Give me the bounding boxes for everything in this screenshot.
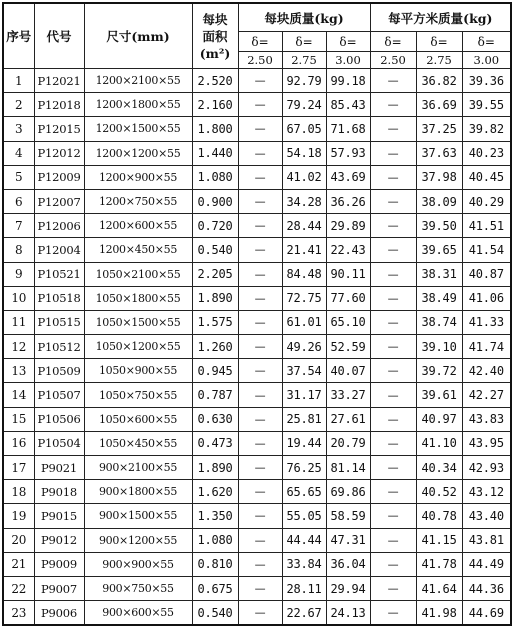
mass-per-m2-2-50: —	[370, 480, 416, 504]
table-row	[3, 383, 511, 407]
mass-per-block-2-75: 54.18	[282, 141, 326, 165]
header-delta-label: δ=	[326, 32, 370, 52]
mass-per-m2-3-00: 39.36	[462, 69, 511, 93]
mass-per-m2-2-75: 40.78	[416, 504, 462, 528]
mass-per-m2-3-00: 43.95	[462, 431, 511, 455]
mass-per-m2-3-00: 43.40	[462, 504, 511, 528]
table-row	[3, 335, 511, 359]
mass-per-block-2-75: 31.17	[282, 383, 326, 407]
panel-area: 1.260	[192, 335, 238, 359]
mass-per-m2-2-50: —	[370, 238, 416, 262]
mass-per-m2-2-75: 38.31	[416, 262, 462, 286]
header-mass-per-m2: 每平方米质量(kg)	[370, 3, 511, 32]
mass-per-m2-2-50: —	[370, 93, 416, 117]
panel-area: 1.575	[192, 310, 238, 334]
mass-per-m2-2-75: 40.52	[416, 480, 462, 504]
mass-per-m2-2-75: 38.74	[416, 310, 462, 334]
mass-per-block-2-75: 41.02	[282, 165, 326, 189]
panel-size: 1200×1200×55	[84, 141, 192, 165]
panel-code: P12021	[34, 69, 84, 93]
panel-code: P10504	[34, 431, 84, 455]
panel-area: 0.540	[192, 238, 238, 262]
mass-per-m2-3-00: 39.55	[462, 93, 511, 117]
row-number: 17	[3, 456, 34, 480]
row-number: 1	[3, 69, 34, 93]
panel-area: 1.080	[192, 165, 238, 189]
mass-per-m2-2-75: 41.10	[416, 431, 462, 455]
mass-per-block-2-50: —	[238, 310, 282, 334]
mass-per-m2-3-00: 44.69	[462, 601, 511, 626]
panel-code: P9021	[34, 456, 84, 480]
panel-code: P10521	[34, 262, 84, 286]
panel-code: P9015	[34, 504, 84, 528]
mass-per-block-2-75: 49.26	[282, 335, 326, 359]
mass-per-m2-2-50: —	[370, 359, 416, 383]
table-body	[3, 69, 511, 626]
mass-per-m2-2-50: —	[370, 528, 416, 552]
panel-size: 1050×1200×55	[84, 335, 192, 359]
mass-per-block-2-50: —	[238, 262, 282, 286]
mass-per-m2-2-75: 39.50	[416, 214, 462, 238]
mass-per-m2-3-00: 43.12	[462, 480, 511, 504]
mass-per-block-2-50: —	[238, 601, 282, 626]
mass-per-block-2-50: —	[238, 214, 282, 238]
mass-per-m2-3-00: 42.40	[462, 359, 511, 383]
table-row	[3, 407, 511, 431]
table-row	[3, 165, 511, 189]
mass-per-block-3-00: 40.07	[326, 359, 370, 383]
mass-per-block-3-00: 29.94	[326, 576, 370, 600]
panel-area: 2.205	[192, 262, 238, 286]
mass-per-m2-2-50: —	[370, 601, 416, 626]
mass-per-m2-2-75: 41.98	[416, 601, 462, 626]
mass-per-block-3-00: 81.14	[326, 456, 370, 480]
mass-per-block-2-50: —	[238, 504, 282, 528]
mass-per-m2-2-75: 37.25	[416, 117, 462, 141]
panel-area: 0.540	[192, 601, 238, 626]
mass-per-block-2-75: 28.44	[282, 214, 326, 238]
mass-per-block-2-50: —	[238, 480, 282, 504]
panel-size: 900×2100×55	[84, 456, 192, 480]
row-number: 20	[3, 528, 34, 552]
panel-area: 1.080	[192, 528, 238, 552]
row-number: 22	[3, 576, 34, 600]
mass-per-m2-2-75: 36.69	[416, 93, 462, 117]
mass-per-m2-2-50: —	[370, 262, 416, 286]
mass-per-block-2-75: 55.05	[282, 504, 326, 528]
row-number: 3	[3, 117, 34, 141]
panel-area: 0.473	[192, 431, 238, 455]
table-row	[3, 431, 511, 455]
panel-area: 0.787	[192, 383, 238, 407]
mass-per-block-2-50: —	[238, 528, 282, 552]
panel-code: P10518	[34, 286, 84, 310]
mass-per-m2-2-75: 39.65	[416, 238, 462, 262]
mass-per-block-2-75: 25.81	[282, 407, 326, 431]
mass-per-m2-3-00: 40.23	[462, 141, 511, 165]
panel-size: 1050×900×55	[84, 359, 192, 383]
mass-per-block-2-75: 65.65	[282, 480, 326, 504]
mass-per-block-3-00: 99.18	[326, 69, 370, 93]
mass-per-m2-2-50: —	[370, 189, 416, 213]
panel-size: 900×1200×55	[84, 528, 192, 552]
mass-per-block-3-00: 27.61	[326, 407, 370, 431]
row-number: 13	[3, 359, 34, 383]
mass-per-block-2-75: 79.24	[282, 93, 326, 117]
table-row	[3, 528, 511, 552]
table-row	[3, 504, 511, 528]
mass-per-m2-2-50: —	[370, 576, 416, 600]
mass-per-block-3-00: 43.69	[326, 165, 370, 189]
mass-per-block-2-50: —	[238, 141, 282, 165]
table-row	[3, 262, 511, 286]
panel-code: P10507	[34, 383, 84, 407]
mass-per-m2-3-00: 40.29	[462, 189, 511, 213]
header-delta-label: δ=	[370, 32, 416, 52]
mass-per-m2-3-00: 43.83	[462, 407, 511, 431]
mass-per-block-3-00: 71.68	[326, 117, 370, 141]
header-thickness: 3.00	[462, 52, 511, 69]
header-area	[192, 3, 238, 69]
row-number: 10	[3, 286, 34, 310]
header-seq: 序号	[3, 3, 34, 69]
mass-per-block-2-50: —	[238, 165, 282, 189]
panel-code: P10509	[34, 359, 84, 383]
row-number: 19	[3, 504, 34, 528]
panel-size: 900×900×55	[84, 552, 192, 576]
panel-code: P12009	[34, 165, 84, 189]
mass-per-block-3-00: 36.04	[326, 552, 370, 576]
panel-size: 1200×1500×55	[84, 117, 192, 141]
table-row	[3, 214, 511, 238]
row-number: 5	[3, 165, 34, 189]
mass-per-block-2-50: —	[238, 383, 282, 407]
mass-per-block-2-50: —	[238, 69, 282, 93]
panel-code: P9012	[34, 528, 84, 552]
panel-size: 900×600×55	[84, 601, 192, 626]
mass-per-m2-3-00: 42.27	[462, 383, 511, 407]
mass-per-block-3-00: 20.79	[326, 431, 370, 455]
mass-per-block-2-50: —	[238, 335, 282, 359]
mass-per-m2-2-50: —	[370, 456, 416, 480]
mass-per-m2-3-00: 40.45	[462, 165, 511, 189]
panel-area: 1.800	[192, 117, 238, 141]
table-row	[3, 310, 511, 334]
panel-area: 0.810	[192, 552, 238, 576]
mass-per-block-3-00: 69.86	[326, 480, 370, 504]
mass-per-block-2-75: 72.75	[282, 286, 326, 310]
panel-area: 0.900	[192, 189, 238, 213]
mass-per-m2-3-00: 44.49	[462, 552, 511, 576]
header-thickness: 2.75	[416, 52, 462, 69]
mass-per-block-2-75: 61.01	[282, 310, 326, 334]
panel-area: 0.945	[192, 359, 238, 383]
table-row	[3, 359, 511, 383]
table-row	[3, 141, 511, 165]
panel-code: P9009	[34, 552, 84, 576]
panel-code: P10512	[34, 335, 84, 359]
mass-per-m2-2-50: —	[370, 310, 416, 334]
row-number: 18	[3, 480, 34, 504]
mass-per-block-2-75: 92.79	[282, 69, 326, 93]
mass-per-block-2-50: —	[238, 431, 282, 455]
mass-per-block-2-50: —	[238, 189, 282, 213]
mass-per-m2-3-00: 41.74	[462, 335, 511, 359]
header-delta-label: δ=	[462, 32, 511, 52]
row-number: 11	[3, 310, 34, 334]
mass-per-block-2-75: 21.41	[282, 238, 326, 262]
panel-size: 900×1500×55	[84, 504, 192, 528]
panel-code: P9007	[34, 576, 84, 600]
mass-per-m2-3-00: 41.06	[462, 286, 511, 310]
panel-code: P9006	[34, 601, 84, 626]
mass-per-block-3-00: 52.59	[326, 335, 370, 359]
mass-per-m2-2-50: —	[370, 407, 416, 431]
panel-area: 1.890	[192, 286, 238, 310]
header-delta-label: δ=	[238, 32, 282, 52]
table-row	[3, 69, 511, 93]
mass-per-block-2-50: —	[238, 93, 282, 117]
mass-per-m2-2-75: 40.97	[416, 407, 462, 431]
header-delta-label: δ=	[282, 32, 326, 52]
row-number: 14	[3, 383, 34, 407]
mass-per-block-2-75: 22.67	[282, 601, 326, 626]
row-number: 4	[3, 141, 34, 165]
panel-spec-table	[2, 2, 512, 626]
row-number: 9	[3, 262, 34, 286]
mass-per-block-2-50: —	[238, 286, 282, 310]
row-number: 6	[3, 189, 34, 213]
header-area-line1: 每块	[202, 11, 228, 27]
table-row	[3, 576, 511, 600]
mass-per-m2-2-50: —	[370, 383, 416, 407]
row-number: 8	[3, 238, 34, 262]
mass-per-block-3-00: 58.59	[326, 504, 370, 528]
mass-per-m2-2-75: 40.34	[416, 456, 462, 480]
mass-per-block-2-50: —	[238, 407, 282, 431]
panel-size: 1200×2100×55	[84, 69, 192, 93]
mass-per-m2-2-75: 38.09	[416, 189, 462, 213]
panel-size: 1050×2100×55	[84, 262, 192, 286]
panel-size: 1050×1800×55	[84, 286, 192, 310]
mass-per-block-3-00: 57.93	[326, 141, 370, 165]
mass-per-block-2-75: 34.28	[282, 189, 326, 213]
mass-per-m2-2-50: —	[370, 552, 416, 576]
panel-area: 1.620	[192, 480, 238, 504]
panel-area: 1.890	[192, 456, 238, 480]
panel-size: 1200×600×55	[84, 214, 192, 238]
panel-area: 2.520	[192, 69, 238, 93]
table-row	[3, 238, 511, 262]
table-row	[3, 456, 511, 480]
panel-area: 0.675	[192, 576, 238, 600]
mass-per-block-2-75: 28.11	[282, 576, 326, 600]
mass-per-block-2-50: —	[238, 238, 282, 262]
row-number: 7	[3, 214, 34, 238]
table-row	[3, 117, 511, 141]
mass-per-m2-3-00: 43.81	[462, 528, 511, 552]
mass-per-m2-2-50: —	[370, 165, 416, 189]
mass-per-block-2-75: 67.05	[282, 117, 326, 141]
mass-per-block-2-75: 37.54	[282, 359, 326, 383]
row-number: 23	[3, 601, 34, 626]
header-mass-per-block: 每块质量(kg)	[238, 3, 370, 32]
mass-per-block-2-50: —	[238, 117, 282, 141]
header-code: 代号	[34, 3, 84, 69]
mass-per-m2-2-50: —	[370, 69, 416, 93]
table-row	[3, 189, 511, 213]
panel-spec-table-container	[2, 2, 510, 620]
row-number: 15	[3, 407, 34, 431]
panel-area: 1.350	[192, 504, 238, 528]
panel-size: 1050×1500×55	[84, 310, 192, 334]
table-row	[3, 93, 511, 117]
mass-per-block-3-00: 85.43	[326, 93, 370, 117]
mass-per-block-2-75: 19.44	[282, 431, 326, 455]
mass-per-m2-2-50: —	[370, 335, 416, 359]
mass-per-m2-2-75: 39.72	[416, 359, 462, 383]
mass-per-block-2-50: —	[238, 456, 282, 480]
mass-per-block-3-00: 90.11	[326, 262, 370, 286]
panel-area: 2.160	[192, 93, 238, 117]
panel-code: P12012	[34, 141, 84, 165]
panel-size: 900×1800×55	[84, 480, 192, 504]
header-size: 尺寸(mm)	[84, 3, 192, 69]
mass-per-m2-2-50: —	[370, 117, 416, 141]
header-delta-label: δ=	[416, 32, 462, 52]
panel-size: 1200×900×55	[84, 165, 192, 189]
header-thickness: 2.50	[238, 52, 282, 69]
table-row	[3, 480, 511, 504]
panel-area: 0.630	[192, 407, 238, 431]
panel-size: 1050×450×55	[84, 431, 192, 455]
panel-size: 900×750×55	[84, 576, 192, 600]
mass-per-m2-2-75: 39.10	[416, 335, 462, 359]
panel-size: 1050×600×55	[84, 407, 192, 431]
mass-per-m2-2-75: 41.78	[416, 552, 462, 576]
panel-area: 1.440	[192, 141, 238, 165]
mass-per-m2-3-00: 40.87	[462, 262, 511, 286]
mass-per-m2-2-75: 37.63	[416, 141, 462, 165]
mass-per-m2-2-75: 41.15	[416, 528, 462, 552]
mass-per-m2-2-75: 39.61	[416, 383, 462, 407]
header-thickness: 2.50	[370, 52, 416, 69]
panel-code: P12006	[34, 214, 84, 238]
mass-per-block-2-75: 33.84	[282, 552, 326, 576]
row-number: 16	[3, 431, 34, 455]
mass-per-m2-3-00: 41.51	[462, 214, 511, 238]
mass-per-m2-3-00: 41.33	[462, 310, 511, 334]
mass-per-m2-3-00: 41.54	[462, 238, 511, 262]
panel-code: P12018	[34, 93, 84, 117]
header-row-1	[3, 3, 511, 32]
row-number: 2	[3, 93, 34, 117]
mass-per-block-3-00: 22.43	[326, 238, 370, 262]
table-header	[3, 3, 511, 69]
mass-per-m2-2-50: —	[370, 214, 416, 238]
table-row	[3, 286, 511, 310]
table-row	[3, 552, 511, 576]
mass-per-block-3-00: 77.60	[326, 286, 370, 310]
mass-per-block-2-50: —	[238, 359, 282, 383]
panel-code: P12007	[34, 189, 84, 213]
mass-per-block-2-50: —	[238, 552, 282, 576]
mass-per-block-2-75: 76.25	[282, 456, 326, 480]
mass-per-block-3-00: 47.31	[326, 528, 370, 552]
panel-code: P10506	[34, 407, 84, 431]
panel-code: P12015	[34, 117, 84, 141]
mass-per-block-3-00: 24.13	[326, 601, 370, 626]
header-area-line3: (m²)	[199, 45, 231, 61]
mass-per-block-3-00: 33.27	[326, 383, 370, 407]
mass-per-block-3-00: 36.26	[326, 189, 370, 213]
panel-size: 1200×450×55	[84, 238, 192, 262]
panel-area: 0.720	[192, 214, 238, 238]
mass-per-m2-2-75: 36.82	[416, 69, 462, 93]
panel-size: 1200×1800×55	[84, 93, 192, 117]
mass-per-m2-2-75: 38.49	[416, 286, 462, 310]
mass-per-block-3-00: 65.10	[326, 310, 370, 334]
row-number: 21	[3, 552, 34, 576]
mass-per-m2-2-75: 41.64	[416, 576, 462, 600]
row-number: 12	[3, 335, 34, 359]
header-thickness: 3.00	[326, 52, 370, 69]
mass-per-m2-2-50: —	[370, 141, 416, 165]
mass-per-m2-2-50: —	[370, 504, 416, 528]
mass-per-m2-3-00: 39.82	[462, 117, 511, 141]
mass-per-m2-2-75: 37.98	[416, 165, 462, 189]
mass-per-block-2-75: 84.48	[282, 262, 326, 286]
mass-per-block-3-00: 29.89	[326, 214, 370, 238]
mass-per-m2-3-00: 42.93	[462, 456, 511, 480]
mass-per-m2-3-00: 44.36	[462, 576, 511, 600]
panel-code: P10515	[34, 310, 84, 334]
header-area-line2: 面积	[202, 28, 228, 44]
mass-per-m2-2-50: —	[370, 286, 416, 310]
panel-code: P12004	[34, 238, 84, 262]
panel-code: P9018	[34, 480, 84, 504]
panel-size: 1200×750×55	[84, 189, 192, 213]
header-thickness: 2.75	[282, 52, 326, 69]
mass-per-block-2-50: —	[238, 576, 282, 600]
mass-per-block-2-75: 44.44	[282, 528, 326, 552]
mass-per-m2-2-50: —	[370, 431, 416, 455]
panel-size: 1050×750×55	[84, 383, 192, 407]
